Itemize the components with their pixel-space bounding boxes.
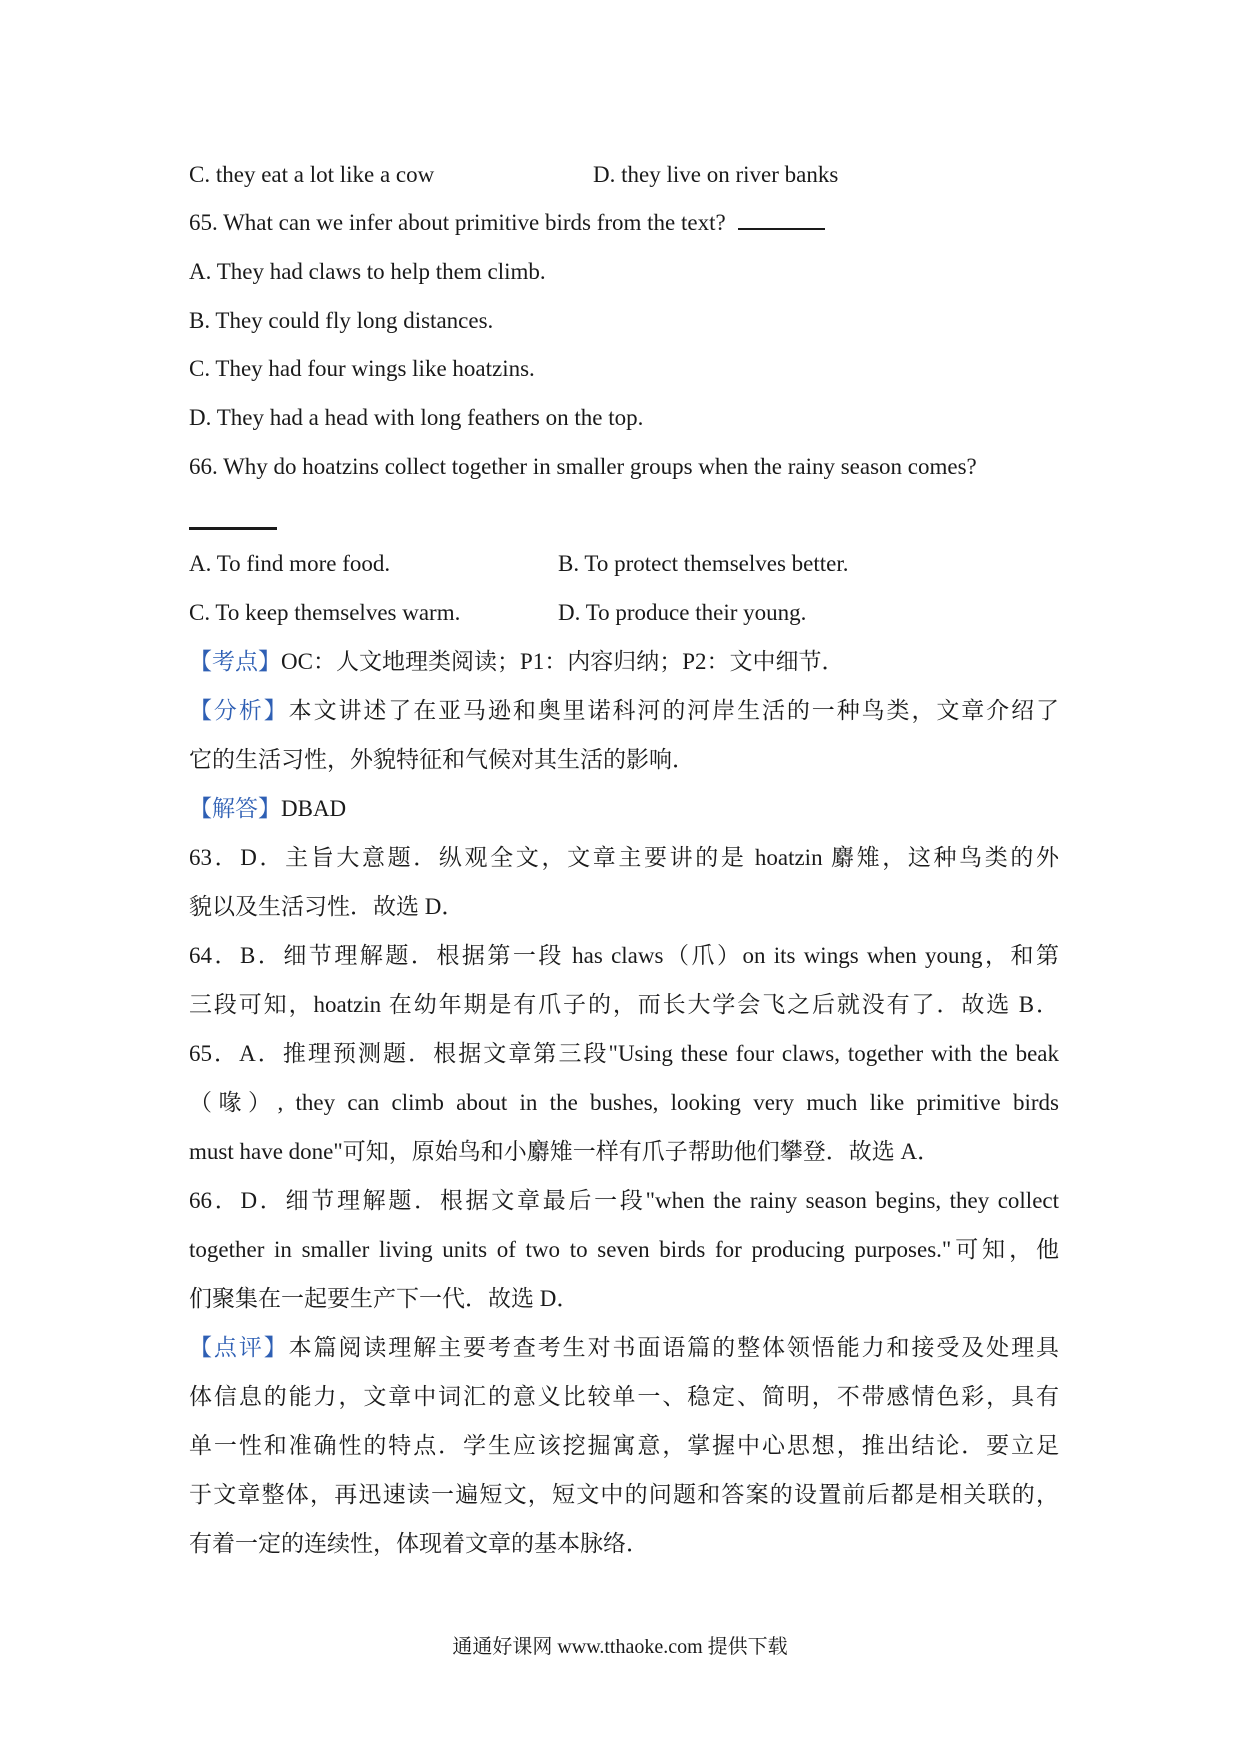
- q66-question: 66. Why do hoatzins collect together in smaller groups when the rainy season comes?: [189, 454, 977, 479]
- dianping-line-4: 于文章整体，再迅速读一遍短文，短文中的问题和答案的设置前后都是相关联的，: [189, 1482, 1059, 1507]
- q66-option-b: B. To protect themselves better.: [558, 551, 849, 576]
- fenxi-tag: 【分析】: [189, 698, 289, 723]
- kaodian-text: OC：人文地理类阅读；P1：内容归纳；P2：文中细节．: [281, 649, 845, 674]
- jieda-section: [189, 794, 1059, 824]
- q65-option-d: D. They had a head with long feathers on the top.: [189, 405, 644, 430]
- explanation-64-line-2: 三段可知，hoatzin 在幼年期是有爪子的，而长大学会飞之后就没有了．故选 B．: [189, 992, 1059, 1017]
- q65-option-b: B. They could fly long distances.: [189, 308, 494, 333]
- dianping-text-1: 本篇阅读理解主要考查考生对书面语篇的整体领悟能力和接受及处理具: [288, 1335, 1060, 1360]
- page-footer: 通通好课网 www.tthaoke.com 提供下载: [452, 1636, 788, 1658]
- explanation-66-line-2: together in smaller living units of two to seven birds for producing purposes."可知，他: [189, 1237, 1059, 1262]
- explanation-63-line-1: 63．D．主旨大意题．纵观全文，文章主要讲的是 hoatzin 麝雉，这种鸟类的外: [189, 845, 1059, 870]
- q64-option-c: C. they eat a lot like a cow: [189, 162, 435, 187]
- dianping-line-1: [189, 1333, 1059, 1363]
- dianping-line-2: 体信息的能力，文章中词汇的意义比较单一、稳定、简明，不带感情色彩，具有: [189, 1384, 1059, 1409]
- explanation-66-line-3: 们聚集在一起要生产下一代．故选 D．: [189, 1286, 580, 1311]
- dianping-line-3: 单一性和准确性的特点．学生应该挖掘寓意，掌握中心思想，推出结论．要立足: [189, 1433, 1059, 1458]
- explanation-66-line-1: 66．D．细节理解题．根据文章最后一段"when the rainy season begins, they collect: [189, 1188, 1059, 1213]
- fenxi-text-1: 本文讲述了在亚马逊和奥里诺科河的河岸生活的一种鸟类，文章介绍了: [288, 698, 1060, 723]
- answer-blank: [189, 527, 277, 530]
- fenxi-line-2: 它的生活习性，外貌特征和气候对其生活的影响．: [189, 747, 695, 772]
- kaodian-tag: 【考点】: [189, 649, 281, 674]
- q64-option-row: [189, 160, 1059, 190]
- kaodian-section: [189, 647, 1059, 677]
- q66-option-row-1: [189, 549, 1059, 579]
- q65-question-text: 65. What can we infer about primitive birds from the text?: [189, 210, 726, 235]
- explanation-65-line-1: 65．A．推理预测题．根据文章第三段"Using these four claws, together with the beak: [189, 1041, 1059, 1066]
- explanation-64-line-1: 64．B．细节理解题．根据第一段 has claws（爪）on its wings when young，和第: [189, 943, 1059, 968]
- dianping-tag: 【点评】: [189, 1335, 289, 1360]
- q66-option-d: D. To produce their young.: [558, 600, 807, 625]
- q64-option-d: D. they live on river banks: [593, 162, 839, 187]
- explanation-65-line-2: （喙）, they can climb about in the bushes, looking very much like primitive birds: [189, 1090, 1059, 1115]
- q65-question: [189, 208, 1059, 238]
- explanation-65-line-3: must have done"可知，原始鸟和小麝雉一样有爪子帮助他们攀登．故选 A．: [189, 1139, 941, 1164]
- fenxi-line-1: [189, 696, 1059, 726]
- q65-option-c: C. They had four wings like hoatzins.: [189, 356, 535, 381]
- q66-option-c: C. To keep themselves warm.: [189, 600, 461, 625]
- q65-option-a: A. They had claws to help them climb.: [189, 259, 546, 284]
- jieda-answer: DBAD: [281, 796, 347, 821]
- explanation-63-line-2: 貌以及生活习性．故选 D．: [189, 894, 465, 919]
- q66-option-a: A. To find more food.: [189, 551, 391, 576]
- answer-blank: [738, 210, 825, 230]
- q66-option-row-2: [189, 598, 1059, 628]
- dianping-line-5: 有着一定的连续性，体现着文章的基本脉络．: [189, 1531, 649, 1556]
- jieda-tag: 【解答】: [189, 796, 281, 821]
